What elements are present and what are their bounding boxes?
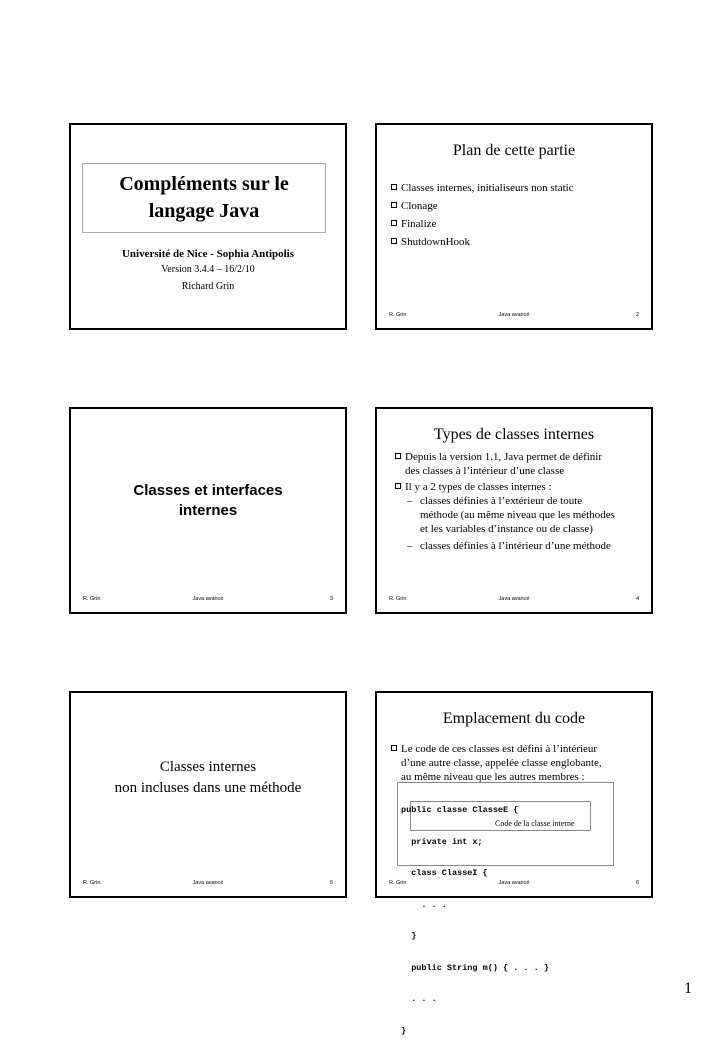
checkbox-bullet-icon	[391, 220, 397, 226]
list-item: ShutdownHook	[391, 235, 574, 249]
slide-6-title: Emplacement du code	[442, 710, 586, 727]
slide-footer: R. Grin Java avancé 6	[389, 880, 639, 886]
slide-1-title-line1: Compléments sur le	[119, 173, 289, 195]
slide-footer: R. Grin Java avancé 5	[83, 880, 333, 886]
code-line: . . .	[401, 994, 437, 1004]
slide-footer: R. Grin Java avancé 4	[389, 596, 639, 602]
slide-3	[69, 407, 347, 614]
list-item: Depuis la version 1.1, Java permet de définir des classes à l’intérieur d’une classe	[395, 450, 647, 478]
slide-4	[375, 407, 653, 614]
code-line: public String m() { . . . }	[401, 962, 549, 973]
checkbox-bullet-icon	[395, 483, 401, 489]
sub-list-item: – classes définies à l’intérieur d’une méthode	[407, 540, 611, 552]
slide-6	[375, 691, 653, 1036]
slide-4-bullet-list	[395, 450, 647, 553]
slide-1	[69, 123, 347, 330]
list-item: Clonage	[391, 199, 574, 213]
checkbox-bullet-icon	[391, 202, 397, 208]
code-line: public classe ClasseE {	[401, 805, 519, 815]
sub-list-item: – classes définies à l’extérieur de toute méthode (au même niveau que les méthodes et les variables d’instance ou de classe)	[407, 495, 615, 535]
checkbox-bullet-icon	[395, 453, 401, 459]
slide-6-bullet-list	[391, 742, 647, 784]
slide-2	[375, 123, 653, 330]
list-item: Le code de ces classes est défini à l’intérieur d’une autre classe, appelée classe englobante, au même niveau que les autres membres :	[391, 742, 647, 784]
slide-3-title: Classes et interfaces internes	[133, 482, 283, 519]
list-item: Il y a 2 types de classes internes :	[395, 480, 647, 494]
code-line: private int x;	[401, 836, 483, 847]
slide-2-title: Plan de cette partie	[452, 142, 576, 159]
inner-class-label: Code de la classe interne	[495, 819, 575, 828]
university: Université de Nice - Sophia Antipolis	[121, 248, 295, 260]
slide-5-title: Classes internes non incluses dans une méthode	[114, 759, 302, 796]
author-name: Richard Grin	[181, 281, 235, 292]
checkbox-bullet-icon	[391, 184, 397, 190]
slide-1-title-line2: langage Java	[148, 200, 260, 222]
slide-footer: R. Grin Java avancé 3	[83, 596, 333, 602]
page-number: 1	[684, 980, 692, 997]
checkbox-bullet-icon	[391, 238, 397, 244]
list-item: Classes internes, initialiseurs non static	[391, 181, 574, 195]
version: Version 3.4.4 – 16/2/10	[161, 264, 255, 275]
slide-1-title-box	[82, 163, 326, 233]
code-line: class ClasseI {	[401, 868, 488, 878]
slide-5	[69, 691, 347, 898]
code-line: }	[401, 1025, 407, 1036]
code-line: . . .	[401, 899, 447, 910]
checkbox-bullet-icon	[391, 745, 397, 751]
list-item: Finalize	[391, 217, 574, 231]
slide-footer: R. Grin Java avancé 2	[389, 312, 639, 318]
code-line: }	[401, 931, 417, 941]
slide-2-bullet-list	[391, 181, 574, 249]
slide-4-title: Types de classes internes	[433, 426, 595, 443]
